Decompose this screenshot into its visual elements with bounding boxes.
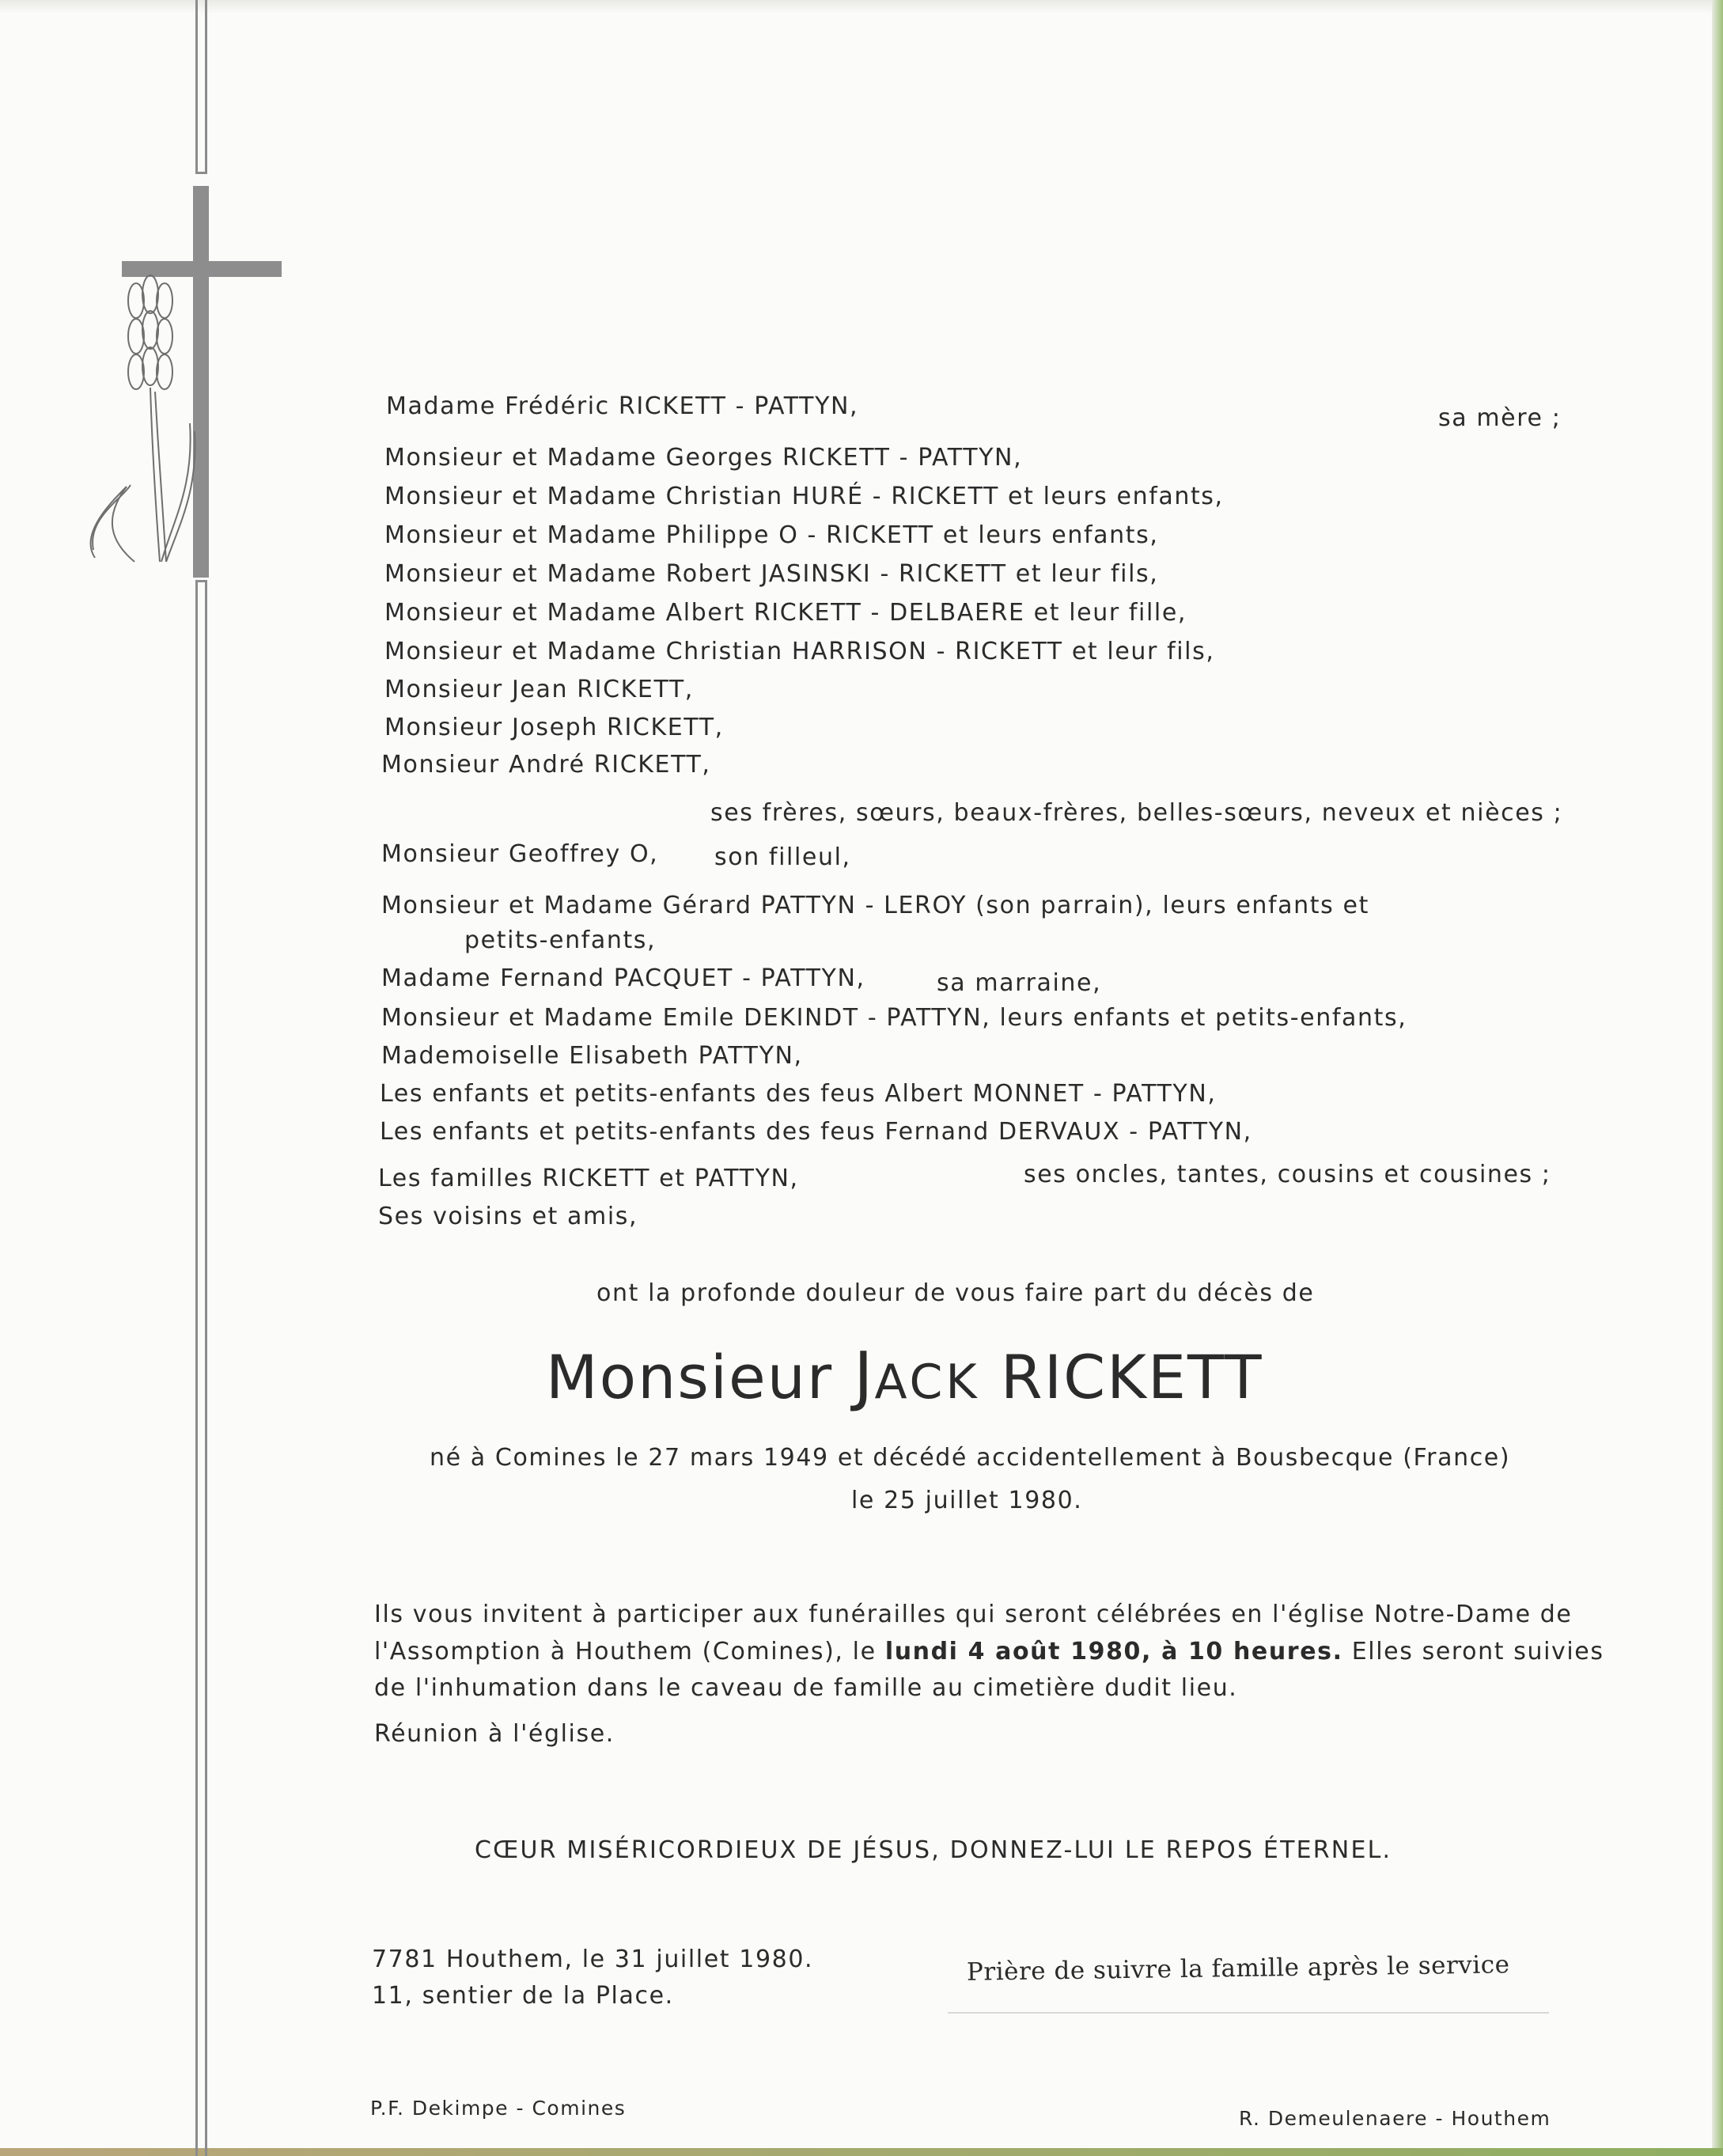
family-line: Les familles RICKETT et PATTYN, <box>378 1165 799 1192</box>
meeting-note: Réunion à l'église. <box>374 1720 615 1748</box>
deceased-title: Monsieur <box>546 1342 834 1412</box>
relation-label: sa marraine, <box>937 969 1102 997</box>
handwritten-note: Prière de suivre la famille après le service <box>966 1950 1510 1987</box>
family-line: Monsieur et Madame Albert RICKETT - DELBAERE et leur fille, <box>384 599 1187 627</box>
announcement-text: ont la profonde douleur de vous faire part du décès de <box>596 1279 1315 1307</box>
family-line: Monsieur Joseph RICKETT, <box>384 714 724 741</box>
family-line: Monsieur Jean RICKETT, <box>384 676 694 703</box>
family-line: Monsieur et Madame Christian HURÉ - RICKETT et leurs enfants, <box>384 483 1224 510</box>
family-line: Madame Frédéric RICKETT - PATTYN, <box>386 392 859 420</box>
deceased-last-name: RICKETT <box>1000 1342 1263 1412</box>
deceased-name <box>546 1339 1263 1414</box>
birth-death-line: né à Comines le 27 mars 1949 et décédé accidentellement à Bousbecque (France) <box>430 1444 1511 1472</box>
cross-wheat-icon <box>79 186 301 589</box>
paper-edge-bottom <box>0 2148 1723 2156</box>
relation-label: ses oncles, tantes, cousins et cousines ; <box>1024 1161 1551 1188</box>
printer-right: R. Demeulenaere - Houthem <box>1239 2107 1551 2130</box>
funeral-line: de l'inhumation dans le caveau de famille au cimetière dudit lieu. <box>374 1674 1238 1702</box>
family-line: Mademoiselle Elisabeth PATTYN, <box>381 1042 803 1070</box>
family-line: petits-enfants, <box>464 926 657 954</box>
family-line: Monsieur et Madame Philippe O - RICKETT et leurs enfants, <box>384 521 1159 549</box>
printer-left: P.F. Dekimpe - Comines <box>370 2097 627 2120</box>
signature-line <box>948 2012 1549 2014</box>
relation-label: ses frères, sœurs, beaux-frères, belles-sœurs, neveux et nièces ; <box>710 799 1563 827</box>
family-line: Ses voisins et amis, <box>378 1203 638 1230</box>
family-line: Les enfants et petits-enfants des feus Fernand DERVAUX - PATTYN, <box>380 1118 1252 1146</box>
family-line: Monsieur et Madame Christian HARRISON - RICKETT et leur fils, <box>384 638 1215 665</box>
family-line: Monsieur et Madame Emile DEKINDT - PATTYN, leurs enfants et petits-enfants, <box>381 1004 1407 1032</box>
paper-edge-right <box>1712 0 1723 2156</box>
paper-edge-top <box>0 0 1723 14</box>
family-line: Monsieur André RICKETT, <box>381 751 711 779</box>
family-line: Monsieur Geoffrey O, <box>381 840 659 868</box>
family-line: Madame Fernand PACQUET - PATTYN, <box>381 964 865 992</box>
family-line: Monsieur et Madame Georges RICKETT - PATTYN, <box>384 444 1023 472</box>
family-line: Les enfants et petits-enfants des feus Albert MONNET - PATTYN, <box>380 1080 1217 1108</box>
family-line: Monsieur et Madame Gérard PATTYN - LEROY (son parrain), leurs enfants et <box>381 892 1369 919</box>
relation-label: son filleul, <box>714 843 851 871</box>
prayer-text: CŒUR MISÉRICORDIEUX DE JÉSUS, DONNEZ-LUI LE REPOS ÉTERNEL. <box>475 1836 1392 1864</box>
funeral-line: Ils vous invitent à participer aux funérailles qui seront célébrées en l'église Notre-Dame de <box>374 1601 1573 1628</box>
funeral-date-time: lundi 4 août 1980, à 10 heures. <box>884 1638 1343 1665</box>
deceased-first-name: JACK <box>854 1339 980 1414</box>
relation-label: sa mère ; <box>1438 404 1562 432</box>
address-line: 11, sentier de la Place. <box>372 1982 674 2010</box>
family-line: Monsieur et Madame Robert JASINSKI - RICKETT et leur fils, <box>384 560 1159 588</box>
birth-death-line: le 25 juillet 1980. <box>851 1487 1083 1514</box>
funeral-line: l'Assomption à Houthem (Comines), le lundi 4 août 1980, à 10 heures. Elles seront suivies <box>374 1638 1604 1665</box>
address-line: 7781 Houthem, le 31 juillet 1980. <box>372 1946 814 1973</box>
